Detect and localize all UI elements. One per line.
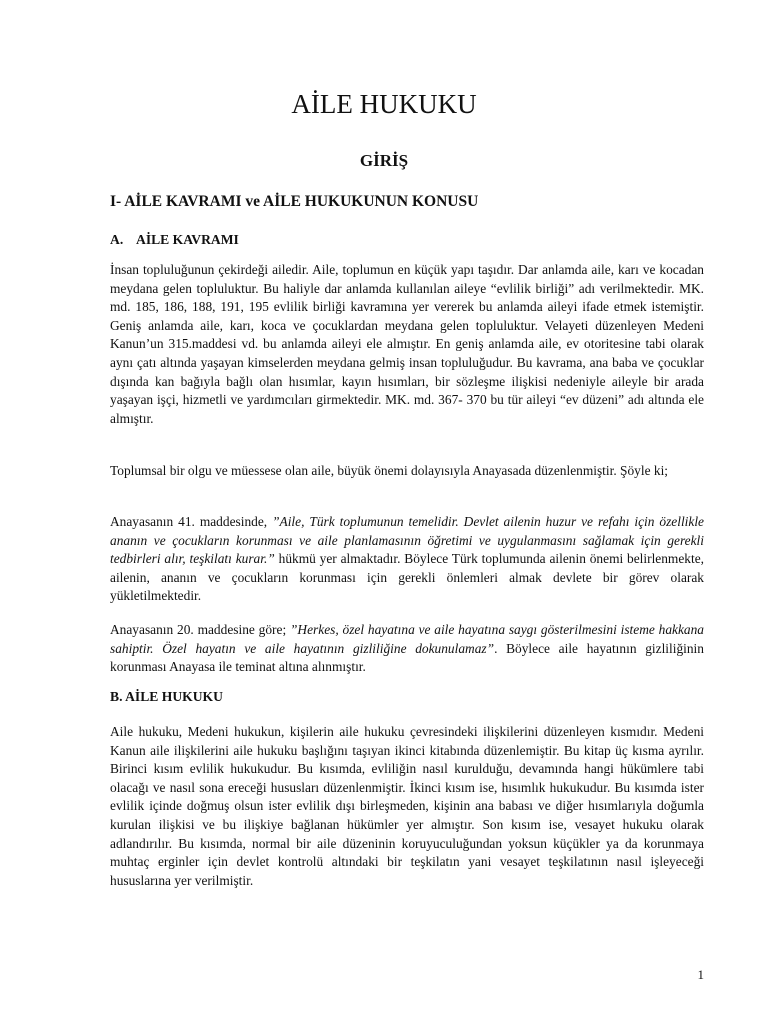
introduction-heading: GİRİŞ	[359, 151, 409, 170]
document-title: AİLE HUKUKU	[291, 89, 477, 119]
para4-pre: Anayasanın 20. maddesine göre;	[110, 622, 290, 637]
para4-post: . Böylece aile hayatının gizliliğinin korunması Anayasa ile teminat altına alınmıştır.	[110, 640, 704, 675]
page-number: 1	[697, 967, 704, 982]
paragraph-anayasa-20	[110, 621, 704, 677]
subsection-a-number: A.	[110, 232, 124, 247]
para3-pre: Anayasanın 41. maddesinde,	[110, 514, 273, 529]
paragraph-anayasa-41	[110, 513, 704, 606]
paragraph-aile-kavrami: İnsan topluluğunun çekirdeği ailedir. Aile, toplumun en küçük yapı taşıdır. Dar anlamda aile, karı ve kocadan meydana gelen topluluktur. Bu haliyle dar anlamda kullanılan aileye “evlilik birliği” adı verilmektedir. MK. md. 185, 186, 188, 191, 195 evlilik birliği kavramına yer vererek bu anlamda aileyi ifade etmek istemiştir. Geniş anlamda aile, karı, koca ve çocuklardan meydana gelen topluluktur. Velayeti düzenleyen Medeni Kanun’un 315.maddesi vd. bu anlamda aileyi ele almıştır. En geniş anlamda aile, ev otoritesine tabi olarak aynı çatı altında yaşayan kimselerden meydana gelmiş insan topluluğudur. Bu kavrama, ana baba ve çocuklar dışında kan bağıyla bağlı olan hısımlar, kayın hısımları, bir sözleşme ilişkisi nedeniyle aileyle bir arada yaşayan işçi, hizmetli ve yardımcıları girmektedir. MK. md. 367- 370 bu tür aileyi “ev düzeni” adı altında ele almıştır.	[110, 262, 704, 426]
para3-post: hükmü yer almaktadır. Böylece Türk toplumunda ailenin önemi belirlenmekte, ailenin, ananın ve çocukların korunması için gerekli önlemleri almak devlete bir görev olarak yükletilmektedir.	[110, 551, 705, 604]
subsection-b-heading: B. AİLE HUKUKU	[110, 689, 223, 704]
para4-quote: ”Herkes, özel hayatına ve aile hayatına saygı gösterilmesini isteme hakkana sahiptir. Özel hayatın ve aile hayatının gizliliğine dokunulamaz”	[110, 622, 704, 656]
para3-quote: ”Aile, Türk toplumunun temelidir. Devlet ailenin huzur ve refahı için özellikle ananın ve çocukların korunması ve aile planlamasının öğretimi ve uygulanmasını sağlamak için gerekli tedbirleri alır, teşkilatı kurar.”	[110, 514, 704, 567]
section-heading: I- AİLE KAVRAMI ve AİLE HUKUKUNUN KONUSU	[110, 193, 479, 210]
paragraph-anayasa-intro: Toplumsal bir olgu ve müessese olan aile, büyük önemi dolayısıyla Anayasada düzenlenmiştir. Şöyle ki;	[110, 463, 669, 478]
subsection-a-heading	[110, 231, 239, 250]
paragraph-aile-hukuku: Aile hukuku, Medeni hukukun, kişilerin aile hukuku çevresindeki ilişkilerini düzenleyen kısmıdır. Medeni Kanun aile ilişkilerini aile hukuku başlığını taşıyan ikinci kitabında düzenlemiştir. Bu kitap üç kısma ayrılır. Birinci kısım evlilik hukukudur. Bu kısımda, evliliğin nasıl kurulduğu, devamında hangi hükümlere tabi olacağı ve nasıl sona ereceği hususları düzenlenmiştir. İkinci kısım ise, hısımlık hukukudur. Bu kısımda ister evlilik içinde doğmuş olsun ister evlilik dışı birleşmeden, kişinin ana babası ve diğer hısımlarıyla doğumla kurulan ilişkisi ve bu ilişkiye bağlanan hükümler yer almıştır. Son kısım ise, vesayet hukuku olarak adlandırılır. Bu kısımda, normal bir aile düzeninin koruyuculuğundan yoksun küçükler ya da korunmaya muhtaç erginler için devlet kontrolü altındaki bir teşkilatın yani vesayet teşkilatının nasıl işleyeceği hususlarına yer verilmiştir.	[110, 724, 704, 888]
subsection-a-label: AİLE KAVRAMI	[136, 232, 239, 247]
